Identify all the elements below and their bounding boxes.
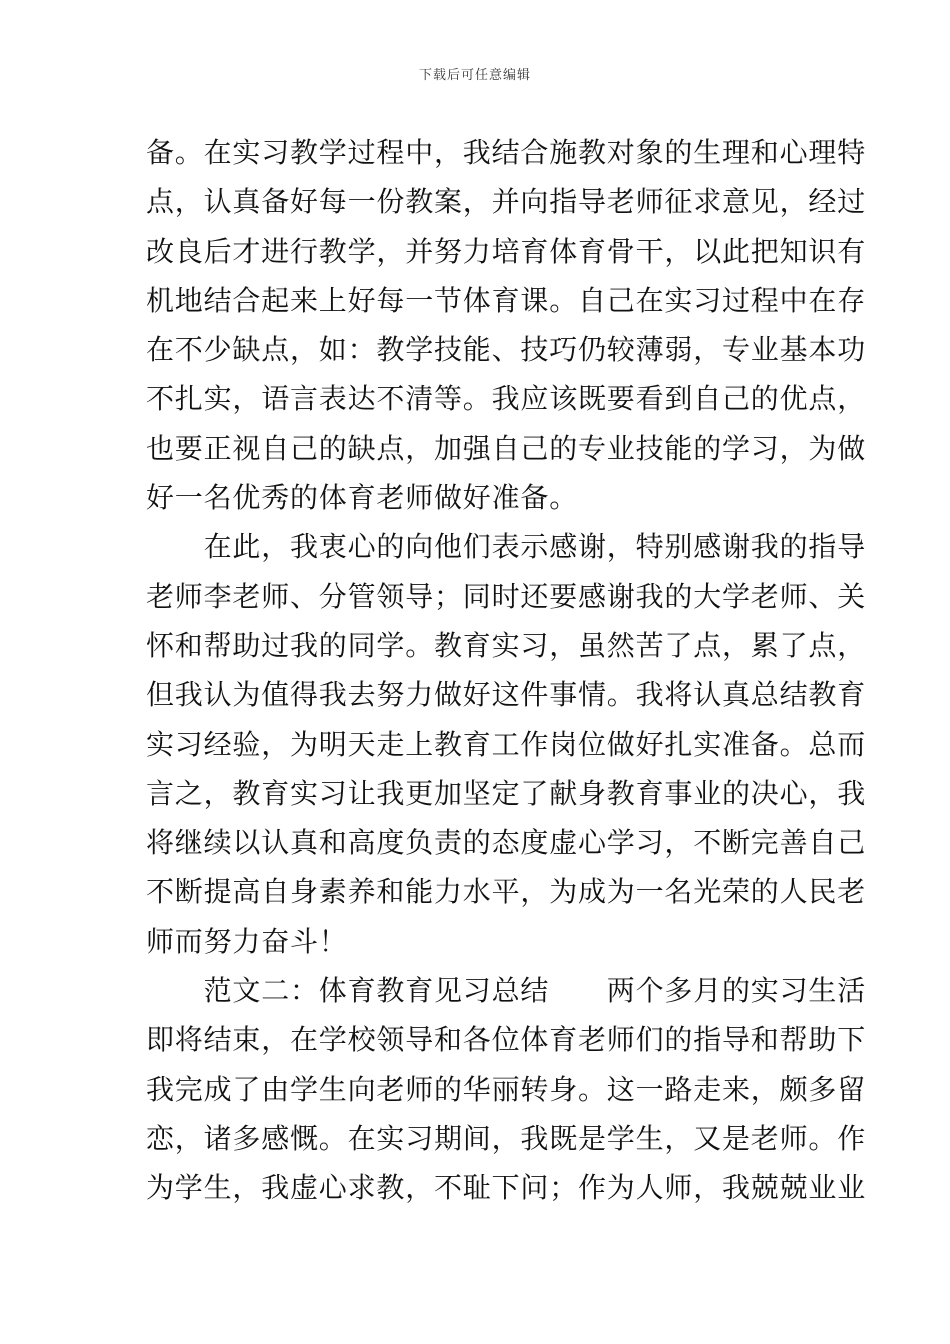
- text-line: 将继续以认真和高度负责的态度虚心学习，不断完善自己: [146, 826, 867, 860]
- text-line: 机地结合起来上好每一节体育课。自己在实习过程中在存: [146, 283, 867, 317]
- text-line: 老师李老师、分管领导；同时还要感谢我的大学老师、关: [146, 579, 867, 613]
- text-line: 点，认真备好每一份教案，并向指导老师征求意见，经过: [146, 185, 867, 219]
- text-line: 即将结束，在学校领导和各位体育老师们的指导和帮助下: [146, 1023, 867, 1057]
- text-line: 范文二：体育教育见习总结 两个多月的实习生活: [146, 974, 867, 1008]
- text-line: 在此，我衷心的向他们表示感谢，特别感谢我的指导: [146, 530, 867, 564]
- text-line: 怀和帮助过我的同学。教育实习，虽然苦了点，累了点，: [146, 628, 867, 662]
- text-line: 不扎实，语言表达不清等。我应该既要看到自己的优点，: [146, 382, 867, 416]
- text-line: 言之，教育实习让我更加坚定了献身教育事业的决心，我: [146, 776, 867, 810]
- text-line: 师而努力奋斗！: [146, 924, 348, 958]
- page-header: 下载后可任意编辑: [418, 68, 531, 83]
- text-line: 但我认为值得我去努力做好这件事情。我将认真总结教育: [146, 678, 867, 712]
- text-line: 为学生，我虚心求教，不耻下问；作为人师，我兢兢业业: [146, 1171, 867, 1205]
- text-line: 备。在实习教学过程中，我结合施教对象的生理和心理特: [146, 136, 867, 169]
- text-line: 在不少缺点，如：教学技能、技巧仍较薄弱，专业基本功: [146, 333, 867, 367]
- text-line: 恋，诸多感慨。在实习期间，我既是学生，又是老师。作: [146, 1121, 867, 1155]
- text-line: 不断提高自身素养和能力水平，为成为一名光荣的人民老: [146, 875, 867, 909]
- text-line: 我完成了由学生向老师的华丽转身。这一路走来，颇多留: [146, 1072, 867, 1106]
- text-line: 改良后才进行教学，并努力培育体育骨干，以此把知识有: [146, 234, 867, 268]
- text-line: 好一名优秀的体育老师做好准备。: [146, 481, 579, 515]
- document-body: [146, 128, 867, 1213]
- text-line: 实习经验，为明天走上教育工作岗位做好扎实准备。总而: [146, 727, 867, 761]
- text-line: 也要正视自己的缺点，加强自己的专业技能的学习，为做: [146, 431, 867, 465]
